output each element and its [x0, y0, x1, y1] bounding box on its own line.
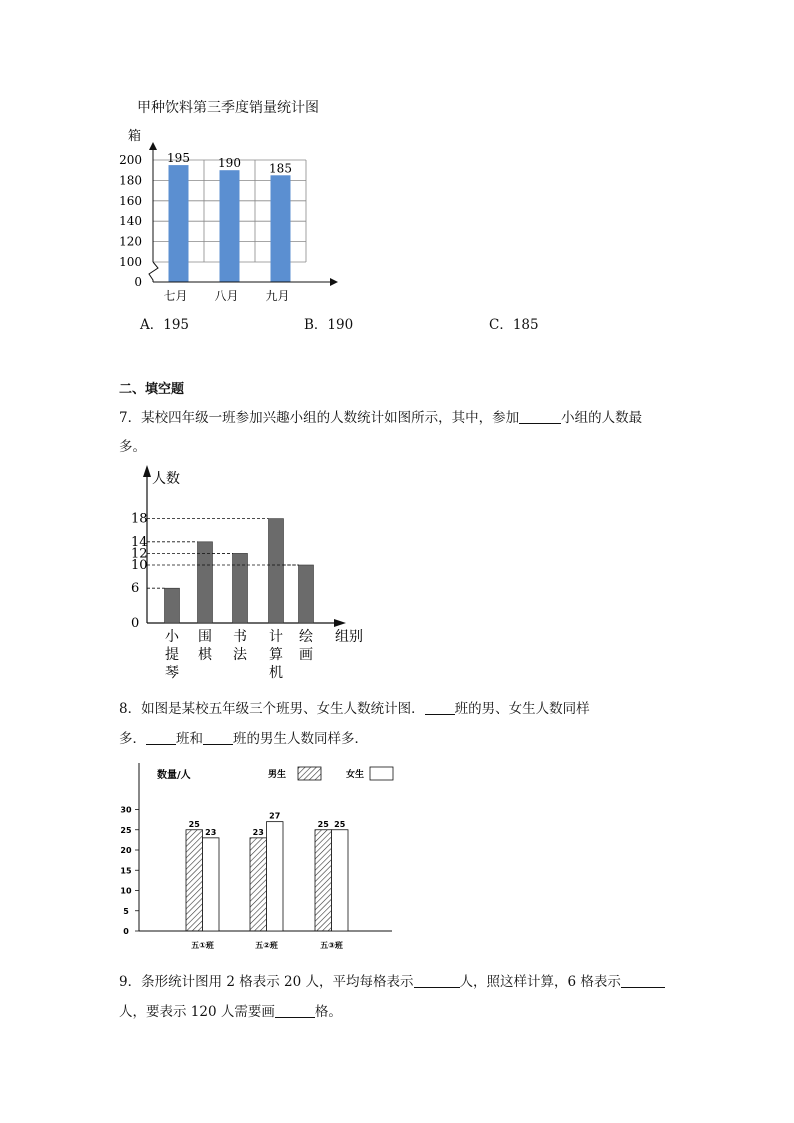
q8-text-a: 8．如图是某校五年级三个班男、女生人数统计图．	[119, 701, 425, 717]
chart3-ytick-label: 15	[120, 866, 132, 876]
q8-text-d: 班和	[176, 731, 203, 747]
chart3-data-label: 27	[269, 811, 281, 821]
chart2-xlabel: 组别	[335, 629, 363, 645]
q7-text-a: 7．某校四年级一班参加兴趣小组的人数统计如图所示，其中，参加	[119, 410, 520, 426]
chart1-bar	[271, 175, 291, 282]
chart3-bar-male	[186, 830, 203, 931]
q8-text-e: 班的男生人数同样多．	[233, 731, 368, 747]
q7-text-b: 小组的人数最	[561, 410, 643, 426]
chart3-data-label: 25	[334, 819, 346, 829]
chart2-ytick-label: 12	[131, 546, 148, 562]
chart1-data-label: 190	[218, 156, 241, 171]
chart2-plot	[131, 465, 363, 681]
chart1-ytick-label: 140	[119, 214, 142, 229]
chart1	[0, 0, 794, 330]
chart2-ylabel: 人数	[152, 471, 180, 487]
q8-blank-3[interactable]	[203, 730, 233, 745]
q9-blank-3[interactable]	[275, 1003, 315, 1018]
q8-text-b: 班的男、女生人数同样	[454, 701, 590, 717]
chart2-xtick-label: 提	[165, 647, 179, 663]
chart1-ytick-label: 120	[119, 234, 142, 249]
chart3-data-label: 23	[205, 827, 217, 837]
chart3-data-label: 25	[188, 819, 200, 829]
chart2-xtick-label: 画	[299, 647, 313, 663]
chart2-xtick-label: 法	[233, 647, 247, 663]
q7-line2: 多。	[119, 439, 146, 455]
chart2-bar	[299, 565, 314, 623]
chart2-xtick-label: 机	[269, 665, 283, 681]
q9-line1	[119, 970, 665, 990]
chart1-y-arrow	[149, 142, 157, 150]
chart1-title: 甲种饮料第三季度销量统计图	[137, 100, 319, 116]
chart2-xtick-label: 计	[269, 629, 283, 645]
chart2-xtick-label: 绘	[299, 629, 313, 645]
chart2-ytick-label: 10	[131, 558, 148, 573]
q9-text-d: 格。	[314, 1004, 342, 1020]
q8-line1	[119, 697, 590, 717]
chart2-ytick-label: 14	[131, 534, 148, 550]
chart3-ytick-label: 25	[120, 825, 132, 835]
chart3-legend-swatch-male	[298, 767, 321, 780]
chart1-xtick-label: 八月	[214, 289, 239, 303]
option-c: C．185	[489, 317, 539, 333]
chart3-xtick-label: 五③班	[320, 941, 343, 950]
chart3-plot	[120, 763, 393, 950]
chart3-data-label: 23	[252, 827, 264, 837]
q8-text-c: 多．	[119, 731, 146, 747]
chart3-ytick-label: 20	[120, 846, 132, 855]
chart1-data-label: 185	[269, 161, 292, 176]
chart3-bar-male	[315, 830, 332, 931]
chart3-bar-female	[203, 838, 220, 931]
chart3-ylabel: 数量/人	[157, 770, 191, 781]
chart2-ytick-label: 18	[131, 511, 148, 527]
chart2-xtick-label: 棋	[198, 647, 212, 663]
chart1-xtick-label: 九月	[265, 289, 290, 303]
chart3-ytick-label: 30	[120, 805, 132, 815]
chart1-data-label: 195	[167, 151, 190, 166]
q9-blank-2[interactable]	[621, 973, 665, 988]
chart2-x-arrow	[334, 619, 346, 627]
chart1-ytick-label: 200	[119, 153, 142, 167]
option-a: A．195	[140, 317, 190, 333]
chart2-xtick-label: 书	[233, 629, 247, 645]
chart3-ytick-label: 5	[123, 906, 129, 916]
chart1-bars	[167, 151, 292, 282]
chart1-ytick-label: 180	[119, 173, 142, 188]
chart2-xtick-label: 小	[165, 629, 179, 645]
chart2-ytick-label: 0	[131, 616, 140, 631]
chart3-ytick-label: 0	[123, 927, 129, 936]
chart2-xtick-label: 算	[269, 647, 283, 663]
q9-text-a: 9．条形统计图用 2 格表示 20 人，平均每格表示	[119, 974, 414, 990]
q9-text-c: 人，要表示 120 人需要画	[119, 1004, 275, 1020]
chart3-legend-label: 男生	[268, 770, 287, 780]
chart3-ytick-label: 10	[120, 886, 132, 896]
chart2-bar	[269, 519, 284, 623]
chart2-bar	[165, 588, 180, 623]
q9-text-b: 人，照这样计算，6 格表示	[459, 974, 621, 990]
chart2-xtick-label: 琴	[165, 665, 179, 681]
chart2-y-arrow	[143, 465, 151, 477]
chart1-ytick-label: 160	[119, 193, 142, 208]
chart3-bar-male	[250, 838, 267, 931]
q7-blank[interactable]	[519, 409, 561, 424]
chart1-ytick-label: 100	[119, 255, 142, 269]
chart1-bar	[169, 165, 189, 282]
chart2-bar	[198, 542, 213, 623]
chart3-legend-swatch-female	[370, 767, 393, 780]
chart2	[0, 455, 794, 690]
chart1-x-arrow	[330, 278, 338, 286]
chart3-xtick-label: 五②班	[255, 941, 278, 950]
q7-line1	[119, 406, 642, 426]
chart3-bar-female	[332, 830, 349, 931]
q9-line2	[119, 1000, 342, 1020]
q8-blank-2[interactable]	[146, 730, 176, 745]
chart2-bar	[233, 553, 248, 623]
chart1-bar	[220, 170, 240, 282]
chart1-xtick-label: 七月	[163, 289, 188, 303]
q8-line2	[119, 727, 368, 747]
q8-blank-1[interactable]	[425, 700, 455, 715]
chart3-xtick-label: 五①班	[191, 941, 214, 950]
option-b: B．190	[304, 317, 354, 333]
chart3-data-label: 25	[317, 819, 329, 829]
chart1-ytick-label: 0	[134, 275, 142, 289]
chart3-legend-label: 女生	[346, 770, 365, 780]
chart2-xtick-label: 围	[198, 629, 212, 645]
chart3	[0, 755, 794, 955]
section-title: 二、填空题	[119, 382, 185, 397]
chart1-ylabel: 箱	[128, 129, 142, 144]
chart1-axis-break	[149, 262, 158, 282]
chart2-ytick-label: 6	[131, 581, 140, 597]
chart3-bar-female	[267, 822, 284, 931]
q9-blank-1[interactable]	[414, 973, 460, 988]
